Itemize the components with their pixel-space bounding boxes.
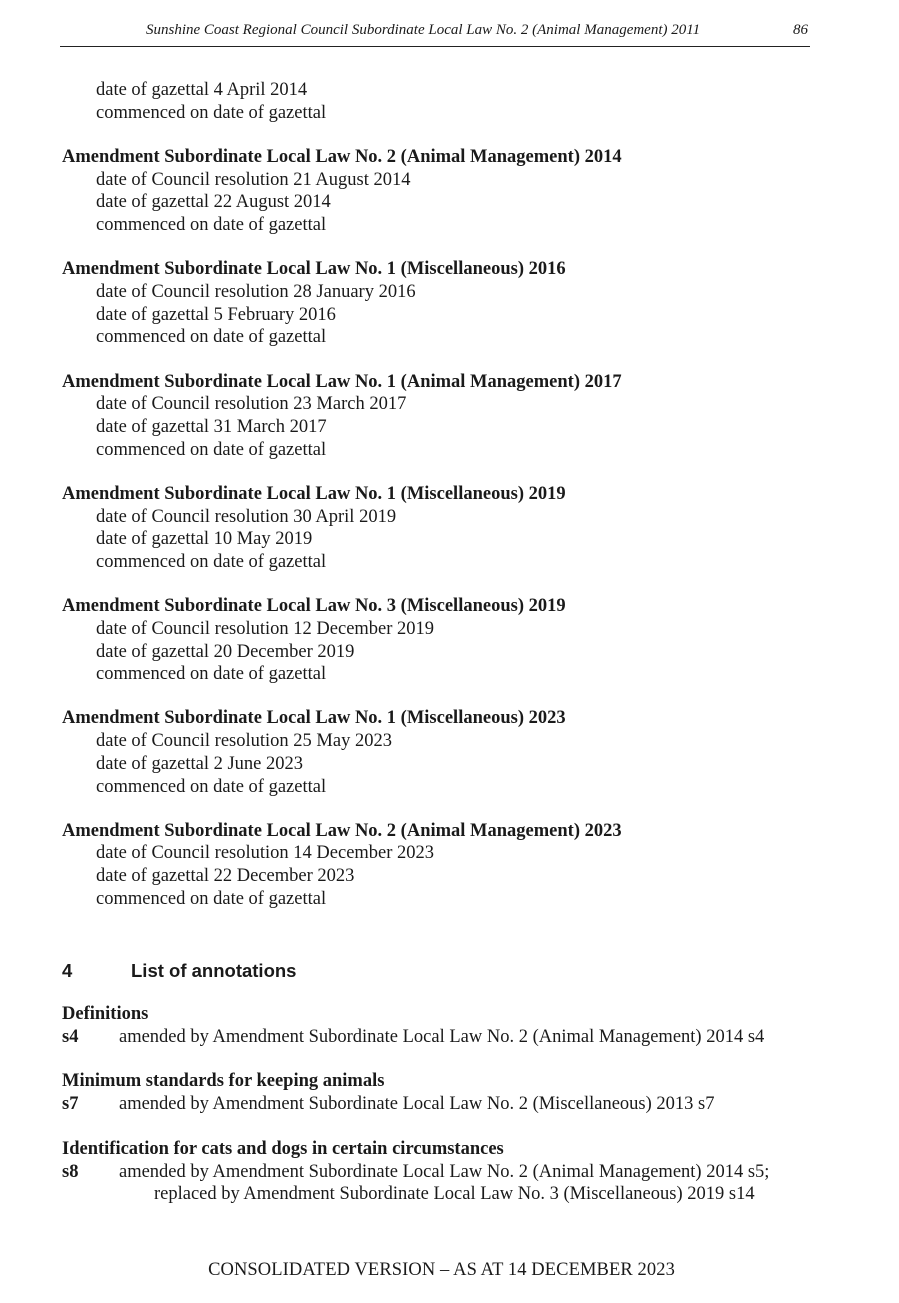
history-line: date of Council resolution 23 March 2017 (96, 394, 407, 415)
history-line: commenced on date of gazettal (96, 551, 327, 572)
annotation-row (62, 1093, 852, 1116)
annotation-heading: Definitions (62, 1004, 149, 1024)
history-entry-title: Amendment Subordinate Local Law No. 2 (Animal Management) 2023 (62, 820, 622, 841)
document-title: Sunshine Coast Regional Council Subordinate Local Law No. 2 (Animal Management) 2011 (146, 22, 701, 38)
section-number: 4 (62, 960, 73, 981)
annotation-section-ref: s7 (62, 1094, 79, 1115)
annotation-row (62, 1161, 852, 1184)
history-entry-title: Amendment Subordinate Local Law No. 1 (Miscellaneous) 2019 (62, 483, 566, 504)
history-entry-title: Amendment Subordinate Local Law No. 1 (Animal Management) 2017 (62, 371, 622, 392)
history-line: date of gazettal 20 December 2019 (96, 641, 355, 662)
history-line: commenced on date of gazettal (96, 327, 327, 348)
history-line: date of gazettal 22 August 2014 (96, 192, 331, 213)
history-entry-title: Amendment Subordinate Local Law No. 3 (Miscellaneous) 2019 (62, 596, 566, 617)
annotation-entry (62, 1003, 852, 1048)
history-line: commenced on date of gazettal (96, 102, 327, 123)
history-line: date of gazettal 10 May 2019 (96, 529, 313, 550)
history-line: date of Council resolution 25 May 2023 (96, 731, 392, 752)
annotation-row (62, 1026, 852, 1049)
history-line: commenced on date of gazettal (96, 215, 327, 236)
history-entry (62, 258, 842, 349)
annotation-text: amended by Amendment Subordinate Local Law No. 2 (Miscellaneous) 2013 s7 (119, 1094, 715, 1115)
annotation-heading: Minimum standards for keeping animals (62, 1071, 385, 1092)
page-header (60, 18, 810, 47)
history-entry (62, 146, 842, 237)
history-entry (62, 707, 842, 798)
history-line: date of Council resolution 12 December 2019 (96, 618, 435, 639)
history-line: date of Council resolution 21 August 2014 (96, 169, 411, 190)
consolidated-version-label: CONSOLIDATED VERSION – AS AT 14 DECEMBER 2023 (208, 1260, 675, 1280)
history-line: commenced on date of gazettal (96, 664, 327, 685)
history-entry-title: Amendment Subordinate Local Law No. 1 (Miscellaneous) 2016 (62, 259, 566, 280)
history-line: date of gazettal 5 February 2016 (96, 304, 336, 325)
history-line: date of gazettal 2 June 2023 (96, 753, 304, 774)
page-footer (0, 1260, 899, 1281)
history-entry (62, 820, 842, 911)
history-line: date of Council resolution 14 December 2023 (96, 843, 435, 864)
annotation-entry (62, 1070, 852, 1115)
page-number: 86 (793, 22, 808, 38)
annotation-continuation: replaced by Amendment Subordinate Local Law No. 3 (Miscellaneous) 2019 s14 (154, 1184, 755, 1205)
annotation-section-ref: s4 (62, 1026, 79, 1047)
history-entry-title: Amendment Subordinate Local Law No. 2 (Animal Management) 2014 (62, 146, 622, 167)
history-entry (62, 483, 842, 574)
history-line: date of Council resolution 28 January 2016 (96, 281, 416, 302)
history-line: date of Council resolution 30 April 2019 (96, 506, 397, 527)
history-line: date of gazettal 22 December 2023 (96, 866, 355, 887)
history-line: commenced on date of gazettal (96, 776, 327, 797)
amendment-history (62, 79, 842, 932)
history-line: commenced on date of gazettal (96, 888, 327, 909)
history-entry (62, 79, 842, 124)
annotation-text: amended by Amendment Subordinate Local Law No. 2 (Animal Management) 2014 s5; (119, 1161, 770, 1182)
history-line: date of gazettal 4 April 2014 (96, 80, 308, 100)
history-line: date of gazettal 31 March 2017 (96, 416, 327, 437)
section-title: List of annotations (131, 960, 297, 981)
annotation-entry (62, 1138, 852, 1206)
section-heading (62, 960, 296, 982)
annotations-list (62, 1003, 852, 1228)
history-entry-title: Amendment Subordinate Local Law No. 1 (Miscellaneous) 2023 (62, 708, 566, 729)
annotation-heading: Identification for cats and dogs in certain circumstances (62, 1138, 504, 1159)
annotation-section-ref: s8 (62, 1161, 79, 1182)
history-entry (62, 595, 842, 686)
annotation-text: amended by Amendment Subordinate Local Law No. 2 (Animal Management) 2014 s4 (119, 1026, 765, 1047)
history-entry (62, 371, 842, 462)
history-line: commenced on date of gazettal (96, 439, 327, 460)
